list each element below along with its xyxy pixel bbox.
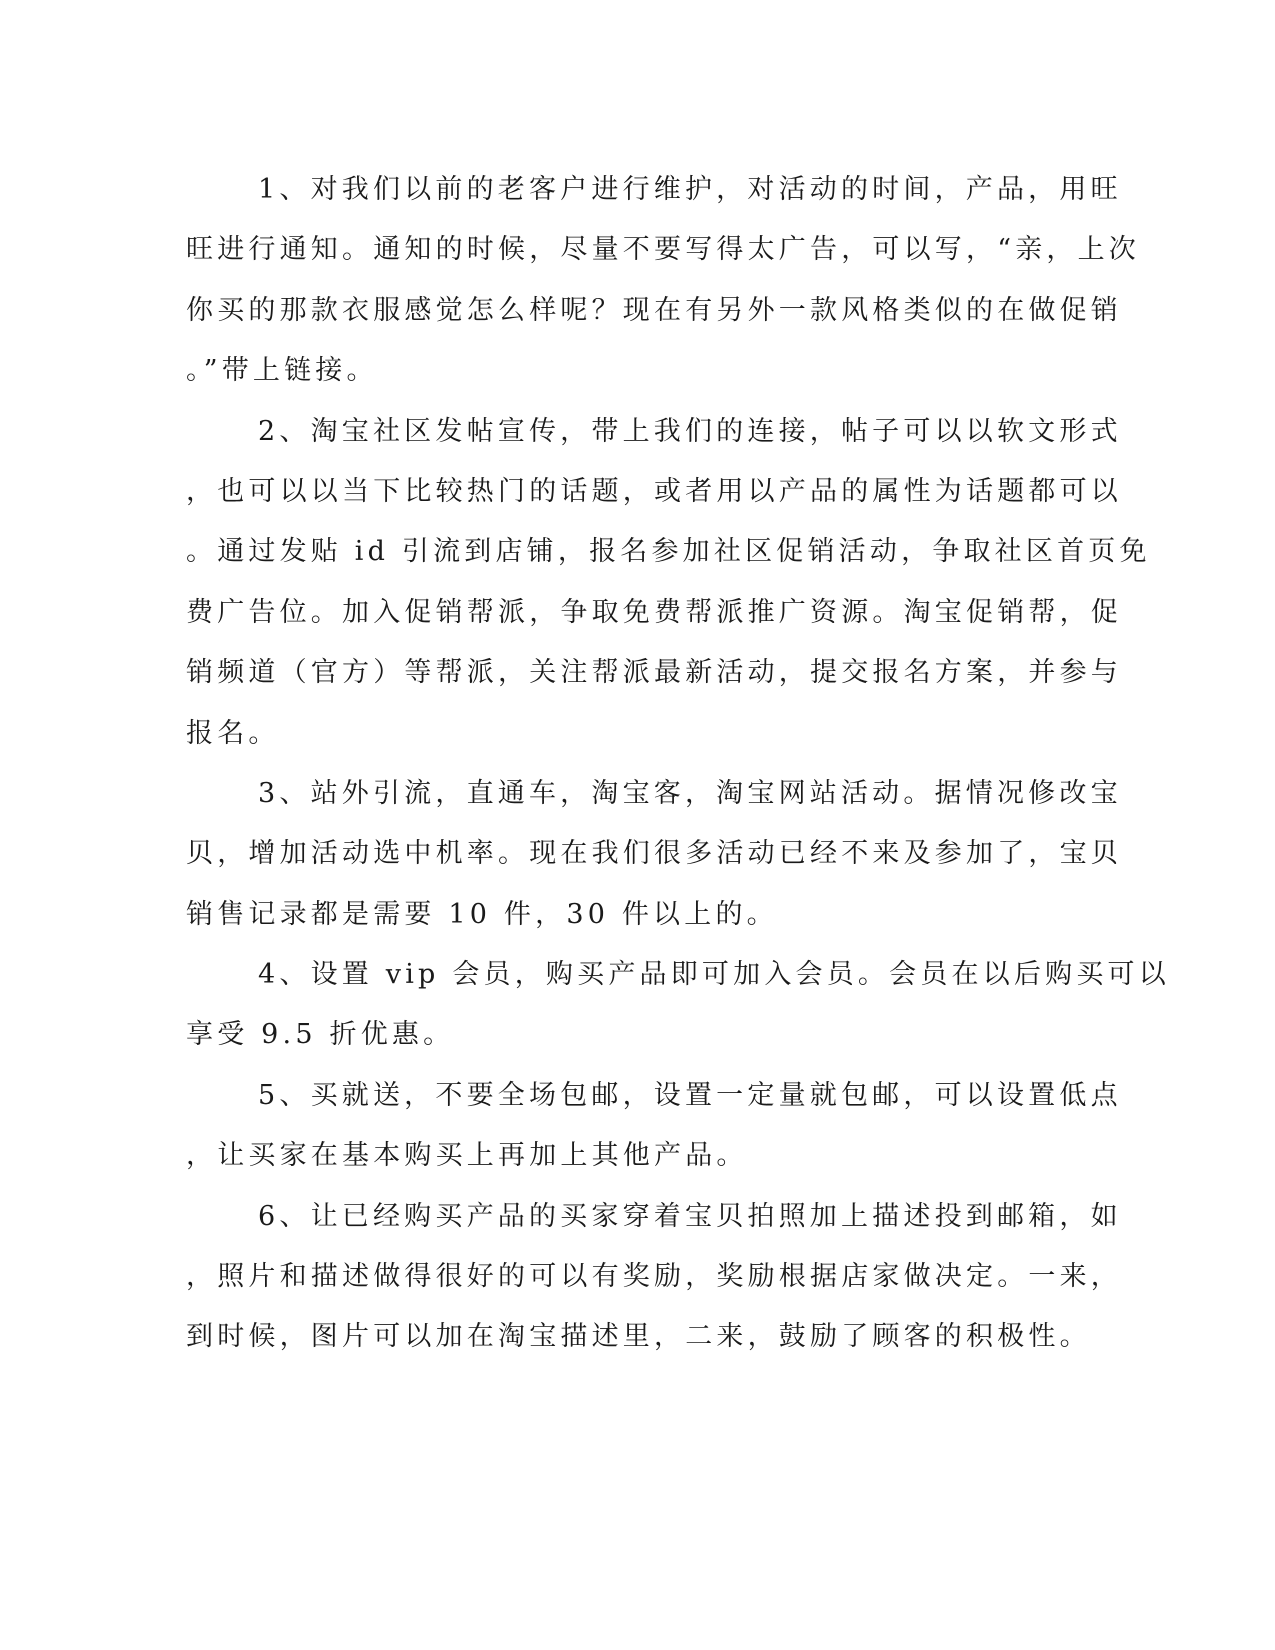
text-line: 3、站外引流，直通车，淘宝客，淘宝网站活动。据情况修改宝 (258, 777, 1122, 809)
text-line: 旺进行通知。通知的时候，尽量不要写得太广告，可以写，“亲，上次 (186, 234, 1141, 266)
text-line: ，也可以以当下比较热门的话题，或者用以产品的属性为话题都可以 (186, 475, 1122, 507)
text-line: 销频道（官方）等帮派，关注帮派最新活动，提交报名方案，并参与 (186, 657, 1122, 689)
text-line: 5、买就送，不要全场包邮，设置一定量就包邮，可以设置低点 (258, 1079, 1122, 1111)
text-line: 1、对我们以前的老客户进行维护，对活动的时间，产品，用旺 (258, 174, 1122, 205)
text-line: 享受 9.5 折优惠。 (186, 1019, 455, 1051)
text-line: 贝，增加活动选中机率。现在我们很多活动已经不来及参加了，宝贝 (186, 838, 1122, 870)
paragraph-6 (186, 1187, 1122, 1368)
paragraph-4 (186, 945, 1170, 1066)
text-line: 4、设置 vip 会员，购买产品即可加入会员。会员在以后购买可以 (258, 959, 1170, 991)
paragraph-2 (186, 402, 1151, 764)
text-line: ，让买家在基本购买上再加上其他产品。 (186, 1140, 748, 1172)
document-body (186, 160, 1170, 1368)
paragraph-5 (186, 1066, 1122, 1187)
text-line: 到时候，图片可以加在淘宝描述里，二来，鼓励了顾客的积极性。 (186, 1321, 1091, 1353)
text-line: 报名。 (186, 717, 280, 749)
paragraph-3 (186, 764, 1122, 945)
paragraph-1 (186, 160, 1141, 402)
text-line: 销售记录都是需要 10 件，30 件以上的。 (186, 898, 778, 930)
text-line: 。”带上链接。 (186, 355, 378, 387)
text-line: 费广告位。加入促销帮派，争取免费帮派推广资源。淘宝促销帮，促 (186, 596, 1122, 628)
text-line: 2、淘宝社区发帖宣传，带上我们的连接，帖子可以以软文形式 (258, 415, 1122, 447)
text-line: 。通过发贴 id 引流到店铺，报名参加社区促销活动，争取社区首页免 (186, 536, 1151, 568)
text-line: 你买的那款衣服感觉怎么样呢？现在有另外一款风格类似的在做促销 (186, 294, 1122, 326)
text-line: ，照片和描述做得很好的可以有奖励，奖励根据店家做决定。一来， (186, 1261, 1122, 1293)
text-line: 6、让已经购买产品的买家穿着宝贝拍照加上描述投到邮箱，如 (258, 1200, 1122, 1232)
